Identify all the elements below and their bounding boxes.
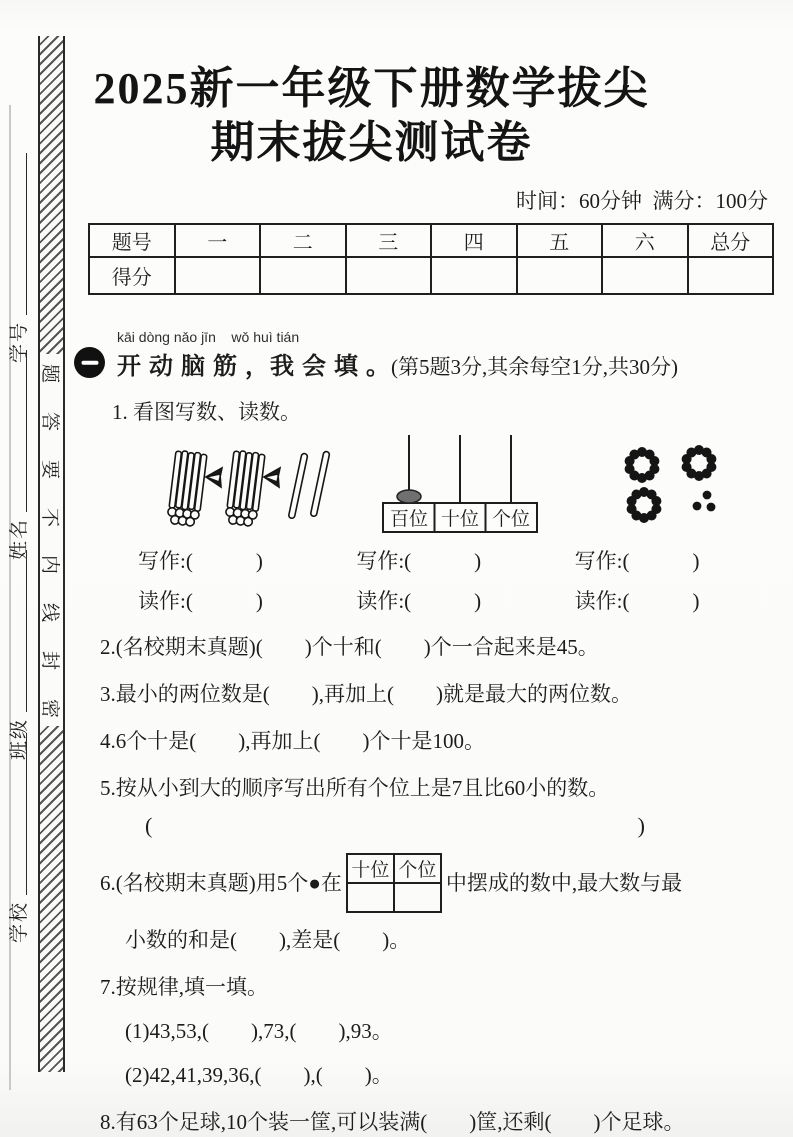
hatch-pattern-bottom [40, 726, 63, 1072]
score-table-header-cell: 六 [602, 224, 688, 257]
question-6-text-post: 中摆成的数中,最大数与最 [445, 871, 683, 896]
question-2-text: 2.(名校期末真题)( )个十和( )个一合起来是45。 [100, 635, 599, 660]
seal-character: 密 [38, 698, 60, 718]
seal-character: 答 [38, 411, 60, 431]
question-7-sub1: (1)43,53,( ),73,( ),93。 [125, 1019, 393, 1044]
read-as-blank-2: 读作:( ) [356, 589, 482, 614]
student-id-field [5, 153, 31, 363]
seal-line-strip [38, 36, 65, 1072]
section-one-pinyin: kāi dòng nǎo jīn wǒ huì tián [117, 329, 300, 346]
student-name-blank-line [26, 350, 27, 512]
score-table-header-cell: 四 [431, 224, 517, 257]
abacus-bead [397, 490, 421, 503]
score-table-header-cell: 三 [346, 224, 432, 257]
question-5-answer-line [145, 813, 645, 839]
question-7-text: 7.按规律,填一填。 [100, 975, 268, 1000]
write-as-blank-3: 写作:( ) [574, 549, 700, 574]
answer-paren-open: ( [145, 813, 153, 839]
score-table-empty-cell [346, 257, 432, 294]
seal-character: 封 [38, 651, 60, 671]
score-table-header-cell: 一 [175, 224, 261, 257]
seal-character: 不 [38, 507, 60, 527]
class-label: 班级 [9, 717, 30, 760]
score-table-header-cell: 五 [517, 224, 603, 257]
q6-table-cell-ones [394, 883, 441, 912]
question-5-text: 5.按从小到大的顺序写出所有个位上是7且比60小的数。 [100, 776, 610, 801]
section-one-badge-dash [81, 361, 98, 366]
score-table-empty-cell [602, 257, 688, 294]
school-label: 学校 [9, 900, 30, 943]
score-table-header-cell: 题号 [89, 224, 175, 257]
question-6-place-value-table [346, 853, 442, 913]
paper-title-block [70, 62, 793, 169]
seal-character: 内 [38, 555, 60, 575]
q6-table-cell-tens [347, 883, 394, 912]
seal-character: 线 [38, 603, 60, 623]
question-7-sub2: (2)42,41,39,36,( ),( )。 [125, 1063, 393, 1088]
seal-character: 题 [38, 363, 60, 384]
seal-character: 要 [38, 459, 60, 479]
section-one-badge-icon [74, 347, 105, 378]
question-1-text: 1. 看图写数、读数。 [112, 400, 301, 425]
paper-title-line1: 2025新一年级下册数学拔尖 [93, 64, 650, 113]
hatch-pattern-top [40, 36, 63, 354]
paper-content [70, 0, 793, 1137]
write-as-blank-2: 写作:( ) [356, 549, 482, 574]
write-as-blank-1: 写作:( ) [138, 549, 263, 574]
section-one-score-note: (第5题3分,其余每空1分,共30分) [391, 355, 678, 380]
answer-paren-close: ) [637, 813, 645, 839]
question-1-figures [70, 435, 793, 535]
question-8-text: 8.有63个足球,10个装一筐,可以装满( )筐,还剩( )个足球。 [100, 1110, 685, 1135]
q6-table-header-ones: 个位 [394, 854, 441, 883]
question-3-text: 3.最小的两位数是( ),再加上( )就是最大的两位数。 [100, 682, 632, 707]
time-score-info: 时间：60分钟 满分：100分 [516, 189, 768, 214]
question-4-text: 4.6个十是( ),再加上( )个十是100。 [100, 729, 485, 754]
student-id-label: 学号 [9, 320, 30, 363]
dot-rings-figure [615, 443, 735, 531]
score-table-empty-cell [175, 257, 261, 294]
class-field [5, 550, 31, 760]
score-table-empty-cell [431, 257, 517, 294]
score-table-header-cell: 总分 [688, 224, 774, 257]
abacus-label-hundreds: 百位 [389, 509, 429, 531]
student-id-blank-line [26, 153, 27, 315]
abacus-label-ones: 个位 [491, 509, 531, 531]
question-1-answer-grid [70, 545, 793, 615]
seal-line-text [40, 356, 63, 726]
abacus-label-tens: 十位 [440, 509, 480, 531]
score-table-empty-cell [260, 257, 346, 294]
question-6-line1 [100, 853, 793, 913]
section-one-header [70, 329, 793, 381]
score-table-empty-cell [688, 257, 774, 294]
score-table-header-cell: 二 [260, 224, 346, 257]
q6-table-header-tens: 十位 [347, 854, 394, 883]
abacus-place-value-figure [380, 435, 540, 535]
question-6-line2: 小数的和是( ),差是( )。 [125, 928, 411, 953]
school-blank-line [26, 733, 27, 895]
section-one-titlewrap [117, 329, 678, 381]
class-blank-line [26, 550, 27, 712]
question-6-text-pre: 6.(名校期末真题)用5个●在 [100, 871, 342, 896]
score-table [88, 223, 774, 295]
student-name-label: 姓名 [9, 517, 30, 560]
read-as-blank-3: 读作:( ) [574, 589, 700, 614]
score-table-row-label: 得分 [89, 257, 175, 294]
sticks-bundles-figure [162, 445, 367, 537]
read-as-blank-1: 读作:( ) [138, 589, 263, 614]
section-one-title: 开 动 脑 筋 ，我 会 填 。 [117, 354, 391, 381]
school-field [5, 733, 31, 943]
student-name-field [5, 350, 31, 560]
paper-title-line2: 期末拔尖测试卷 [210, 117, 533, 167]
score-table-empty-cell [517, 257, 603, 294]
